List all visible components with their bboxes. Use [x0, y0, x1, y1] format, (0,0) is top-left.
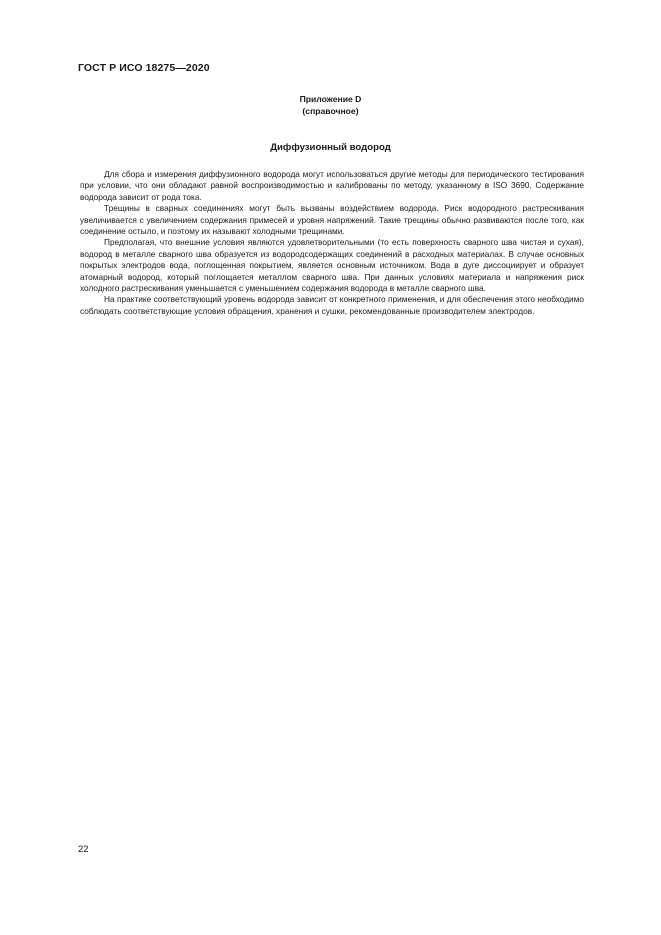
paragraph-2: Трещины в сварных соединениях могут быть вызваны воздействием водорода. Риск водородного растрескивания увеличивается с увеличением содержания примесей и уровня напряжений. Такие трещины обычно развиваются после того, как соединение остыло, и поэтому их называют холодными трещинами.	[80, 203, 584, 237]
paragraph-1: Для сбора и измерения диффузионного водорода могут использоваться другие методы для периодического тестирования при условии, что они обладают равной воспроизводимостью и калиброваны по методу, указанному в ISO 3690. Содержание водорода зависит от рода тока.	[80, 169, 584, 202]
document-standard-header: ГОСТ Р ИСО 18275—2020	[78, 62, 210, 74]
annex-title: Приложение D	[299, 94, 362, 104]
section-heading: Диффузионный водород	[270, 142, 391, 153]
paragraph-3: Предполагая, что внешние условия являются удовлетворительными (то есть поверхность сварного шва чистая и сухая), водород в металле сварного шва образуется из водородсодержащих соединений в расходных материалах. В случае основных покрытых электродов вода, поглощенная покрытием, является основным источником. Вода в дуге диссоциирует и образует атомарный водород, который поглощается металлом сварного шва. При данных условиях материала и напряжения риск холодного растрескивания уменьшается с уменьшением содержания водорода в металле сварного шва.	[80, 237, 584, 294]
body-text	[80, 169, 584, 317]
annex-status: (справочное)	[302, 106, 359, 116]
annex-heading	[0, 93, 661, 117]
page-number: 22	[78, 844, 89, 855]
paragraph-4: На практике соответствующий уровень водорода зависит от конкретного применения, и для обеспечения этого необходимо соблюдать соответствующие условия обращения, хранения и сушки, рекомендованные производителем электродов.	[80, 294, 584, 316]
